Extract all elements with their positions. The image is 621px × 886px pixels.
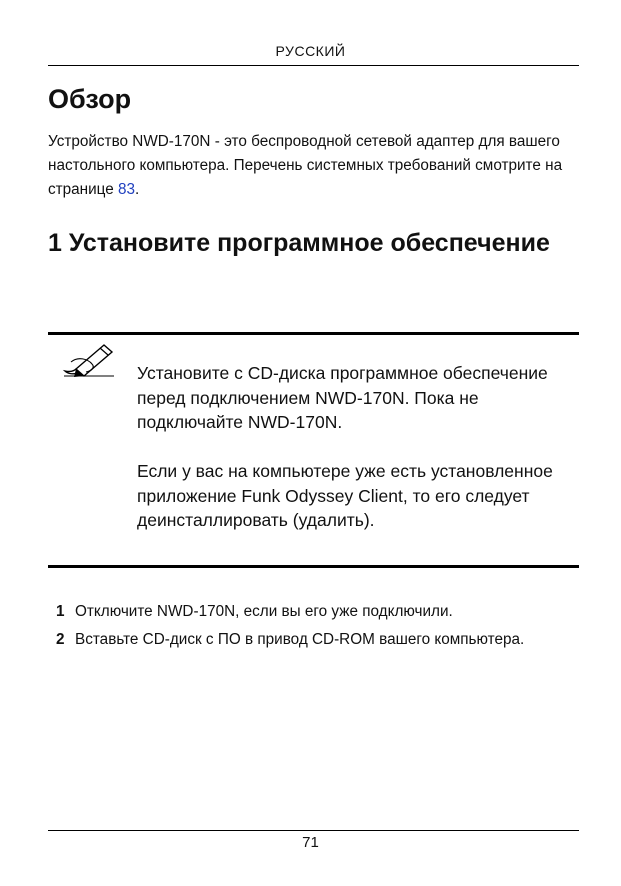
note-top-rule xyxy=(48,332,579,335)
footer-rule xyxy=(48,830,579,831)
overview-title: Обзор xyxy=(48,84,132,114)
running-header: РУССКИЙ xyxy=(275,43,346,59)
page-number: 71 xyxy=(302,834,319,851)
step-number: 2 xyxy=(56,631,65,648)
note-paragraph-1: Установите с CD-диска программное обеспечение перед подключением NWD-170N. Пока не подключайте NWD-170N. xyxy=(137,363,548,432)
header-rule xyxy=(48,65,579,66)
note-paragraph-2: Если у вас на компьютере уже есть установленное приложение Funk Odyssey Client, то его следует деинсталлировать (удалить). xyxy=(137,461,553,530)
step-text: Вставьте CD-диск с ПО в привод CD-ROM вашего компьютера. xyxy=(75,631,525,648)
step-number: 1 xyxy=(56,603,65,620)
list-item xyxy=(56,628,576,652)
section-title-install-software: 1 Установите программное обеспечение xyxy=(48,229,550,257)
page-reference-link[interactable]: 83 xyxy=(118,181,136,198)
overview-text: Устройство NWD-170N - это беспроводной сетевой адаптер для вашего настольного компьютера. Перечень системных требований смотрите на странице xyxy=(48,133,563,198)
list-item xyxy=(56,600,576,624)
install-steps-list xyxy=(56,600,576,656)
pencil-note-icon xyxy=(62,342,116,383)
note-bottom-rule xyxy=(48,565,579,568)
overview-text-end: . xyxy=(135,181,140,198)
step-text: Отключите NWD-170N, если вы его уже подключили. xyxy=(75,603,453,620)
overview-paragraph xyxy=(48,130,578,202)
